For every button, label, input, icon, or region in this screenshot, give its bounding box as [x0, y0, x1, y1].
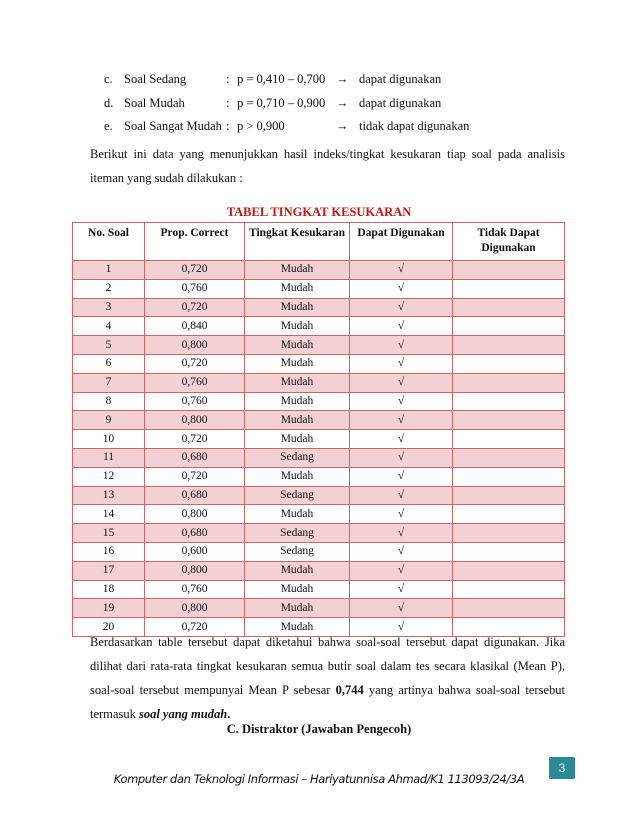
cell-tingkat: Mudah	[245, 279, 350, 298]
cell-no-soal: 13	[73, 486, 145, 505]
cell-dapat: √	[350, 336, 453, 355]
criteria-label: Soal Mudah	[124, 96, 185, 110]
table-row	[73, 580, 565, 599]
page-number: 3	[549, 757, 575, 779]
cell-tidak-dapat	[453, 392, 565, 411]
cell-tingkat: Mudah	[245, 430, 350, 449]
cell-prop-correct: 0,680	[145, 448, 245, 467]
cell-no-soal: 11	[73, 448, 145, 467]
cell-dapat: √	[350, 392, 453, 411]
cell-dapat: √	[350, 505, 453, 524]
header-prop-correct: Prop. Correct	[145, 223, 245, 261]
cell-prop-correct: 0,800	[145, 336, 245, 355]
cell-no-soal: 7	[73, 373, 145, 392]
mean-p-value: 0,744	[335, 683, 364, 697]
cell-tingkat: Mudah	[245, 298, 350, 317]
cell-dapat: √	[350, 298, 453, 317]
cell-prop-correct: 0,760	[145, 373, 245, 392]
cell-dapat: √	[350, 261, 453, 280]
cell-prop-correct: 0,600	[145, 542, 245, 561]
criteria-range: p = 0,710 – 0,900	[237, 96, 326, 110]
conclusion-paragraph	[62, 630, 565, 726]
cell-tidak-dapat	[453, 580, 565, 599]
cell-prop-correct: 0,760	[145, 580, 245, 599]
cell-tingkat: Sedang	[245, 542, 350, 561]
table-row	[73, 373, 565, 392]
table-row	[73, 524, 565, 543]
table-row	[73, 486, 565, 505]
table-row	[73, 392, 565, 411]
cell-tingkat: Mudah	[245, 373, 350, 392]
difficulty-table	[72, 222, 565, 637]
cell-tidak-dapat	[453, 505, 565, 524]
criteria-letter: d.	[104, 96, 114, 110]
cell-tingkat: Mudah	[245, 354, 350, 373]
cell-tidak-dapat	[453, 561, 565, 580]
cell-tingkat: Sedang	[245, 486, 350, 505]
cell-no-soal: 20	[73, 618, 145, 637]
table-row	[73, 336, 565, 355]
cell-tidak-dapat	[453, 411, 565, 430]
arrow-right-icon: →	[336, 96, 349, 110]
cell-prop-correct: 0,800	[145, 505, 245, 524]
table-row	[73, 561, 565, 580]
table-header-row	[73, 223, 565, 261]
cell-tidak-dapat	[453, 486, 565, 505]
cell-no-soal: 6	[73, 354, 145, 373]
cell-dapat: √	[350, 618, 453, 637]
table-row	[73, 279, 565, 298]
cell-tidak-dapat	[453, 373, 565, 392]
header-dapat-digunakan: Dapat Digunakan	[350, 223, 453, 261]
criteria-result: tidak dapat digunakan	[359, 119, 470, 133]
cell-tidak-dapat	[453, 317, 565, 336]
arrow-right-icon: →	[336, 119, 349, 133]
table-row	[73, 261, 565, 280]
cell-dapat: √	[350, 448, 453, 467]
cell-tingkat: Mudah	[245, 467, 350, 486]
cell-no-soal: 16	[73, 542, 145, 561]
cell-prop-correct: 0,720	[145, 467, 245, 486]
cell-dapat: √	[350, 486, 453, 505]
cell-prop-correct: 0,840	[145, 317, 245, 336]
table-title: TABEL TINGKAT KESUKARAN	[226, 205, 412, 219]
criteria-label: Soal Sedang	[124, 72, 187, 86]
cell-dapat: √	[350, 561, 453, 580]
arrow-right-icon: →	[336, 72, 349, 86]
cell-no-soal: 10	[73, 430, 145, 449]
table-row	[73, 505, 565, 524]
cell-tidak-dapat	[453, 467, 565, 486]
intro-paragraph	[62, 142, 565, 190]
cell-tidak-dapat	[453, 542, 565, 561]
criteria-colon: :	[226, 72, 230, 86]
table-row	[73, 354, 565, 373]
cell-dapat: √	[350, 411, 453, 430]
cell-prop-correct: 0,720	[145, 261, 245, 280]
cell-dapat: √	[350, 373, 453, 392]
table-row	[73, 467, 565, 486]
cell-no-soal: 18	[73, 580, 145, 599]
cell-dapat: √	[350, 542, 453, 561]
cell-tingkat: Mudah	[245, 580, 350, 599]
section-heading: C. Distraktor (Jawaban Pengecoh)	[226, 722, 412, 736]
cell-prop-correct: 0,760	[145, 279, 245, 298]
cell-prop-correct: 0,720	[145, 430, 245, 449]
cell-tidak-dapat	[453, 354, 565, 373]
cell-prop-correct: 0,800	[145, 599, 245, 618]
cell-tidak-dapat	[453, 261, 565, 280]
cell-no-soal: 4	[73, 317, 145, 336]
cell-no-soal: 19	[73, 599, 145, 618]
cell-dapat: √	[350, 524, 453, 543]
cell-prop-correct: 0,800	[145, 411, 245, 430]
cell-dapat: √	[350, 580, 453, 599]
cell-dapat: √	[350, 354, 453, 373]
cell-tingkat: Mudah	[245, 411, 350, 430]
table-row	[73, 599, 565, 618]
cell-no-soal: 8	[73, 392, 145, 411]
cell-prop-correct: 0,760	[145, 392, 245, 411]
cell-dapat: √	[350, 467, 453, 486]
cell-no-soal: 3	[73, 298, 145, 317]
cell-prop-correct: 0,800	[145, 561, 245, 580]
cell-no-soal: 15	[73, 524, 145, 543]
header-no-soal: No. Soal	[73, 223, 145, 261]
conclusion-middle: yang artinya bahwa soal-soal tersebut termasuk	[90, 683, 565, 721]
cell-tidak-dapat	[453, 279, 565, 298]
criteria-colon: :	[226, 96, 230, 110]
cell-tidak-dapat	[453, 298, 565, 317]
cell-prop-correct: 0,680	[145, 524, 245, 543]
conclusion-text	[62, 630, 565, 726]
cell-tidak-dapat	[453, 430, 565, 449]
cell-dapat: √	[350, 317, 453, 336]
cell-tingkat: Mudah	[245, 336, 350, 355]
conclusion-before: Berdasarkan table tersebut dapat diketahui bahwa soal-soal tersebut dapat digunakan. Jika dilihat dari rata-rata tingkat kesukaran semua butir soal dalam tes secara klasikal (Mean P), soal-soal tersebut mempunyai Mean P sebesar	[90, 635, 565, 697]
conclusion-emphasis: soal yang mudah	[138, 707, 228, 721]
cell-no-soal: 12	[73, 467, 145, 486]
intro-text: Berikut ini data yang menunjukkan hasil indeks/tingkat kesukaran tiap soal pada analisis iteman yang sudah dilakukan :	[90, 147, 565, 185]
cell-no-soal: 14	[73, 505, 145, 524]
criteria-result: dapat digunakan	[359, 72, 442, 86]
conclusion-end: .	[227, 707, 231, 721]
cell-no-soal: 5	[73, 336, 145, 355]
cell-no-soal: 2	[73, 279, 145, 298]
cell-tidak-dapat	[453, 336, 565, 355]
cell-no-soal: 17	[73, 561, 145, 580]
cell-tingkat: Mudah	[245, 392, 350, 411]
criteria-letter: e.	[104, 119, 113, 133]
criteria-colon: :	[226, 119, 230, 133]
cell-tidak-dapat	[453, 524, 565, 543]
cell-tingkat: Mudah	[245, 599, 350, 618]
cell-prop-correct: 0,720	[145, 618, 245, 637]
cell-tidak-dapat	[453, 448, 565, 467]
header-tingkat-kesukaran: Tingkat Kesukaran	[245, 223, 350, 261]
criteria-range: p > 0,900	[237, 119, 285, 133]
cell-tingkat: Sedang	[245, 448, 350, 467]
cell-tingkat: Mudah	[245, 505, 350, 524]
criteria-range: p = 0,410 – 0,700	[237, 72, 326, 86]
cell-tingkat: Mudah	[245, 261, 350, 280]
cell-prop-correct: 0,720	[145, 298, 245, 317]
cell-dapat: √	[350, 279, 453, 298]
cell-no-soal: 1	[73, 261, 145, 280]
table-row	[73, 317, 565, 336]
page-footer: Komputer dan Teknologi Informasi – Hariyatunnisa Ahmad/K1 113093/24/3A	[113, 772, 525, 786]
cell-tingkat: Mudah	[245, 561, 350, 580]
cell-dapat: √	[350, 599, 453, 618]
cell-tingkat: Mudah	[245, 317, 350, 336]
table-row	[73, 411, 565, 430]
cell-dapat: √	[350, 430, 453, 449]
table-row	[73, 542, 565, 561]
criteria-result: dapat digunakan	[359, 96, 442, 110]
cell-tidak-dapat	[453, 599, 565, 618]
cell-tingkat: Sedang	[245, 524, 350, 543]
table-row	[73, 298, 565, 317]
cell-prop-correct: 0,680	[145, 486, 245, 505]
header-tidak-dapat-digunakan: Tidak Dapat Digunakan	[453, 223, 565, 261]
cell-prop-correct: 0,720	[145, 354, 245, 373]
table-row	[73, 448, 565, 467]
table-row	[73, 430, 565, 449]
criteria-letter: c.	[104, 72, 113, 86]
cell-no-soal: 9	[73, 411, 145, 430]
cell-tingkat: Mudah	[245, 618, 350, 637]
criteria-label: Soal Sangat Mudah	[124, 119, 222, 133]
